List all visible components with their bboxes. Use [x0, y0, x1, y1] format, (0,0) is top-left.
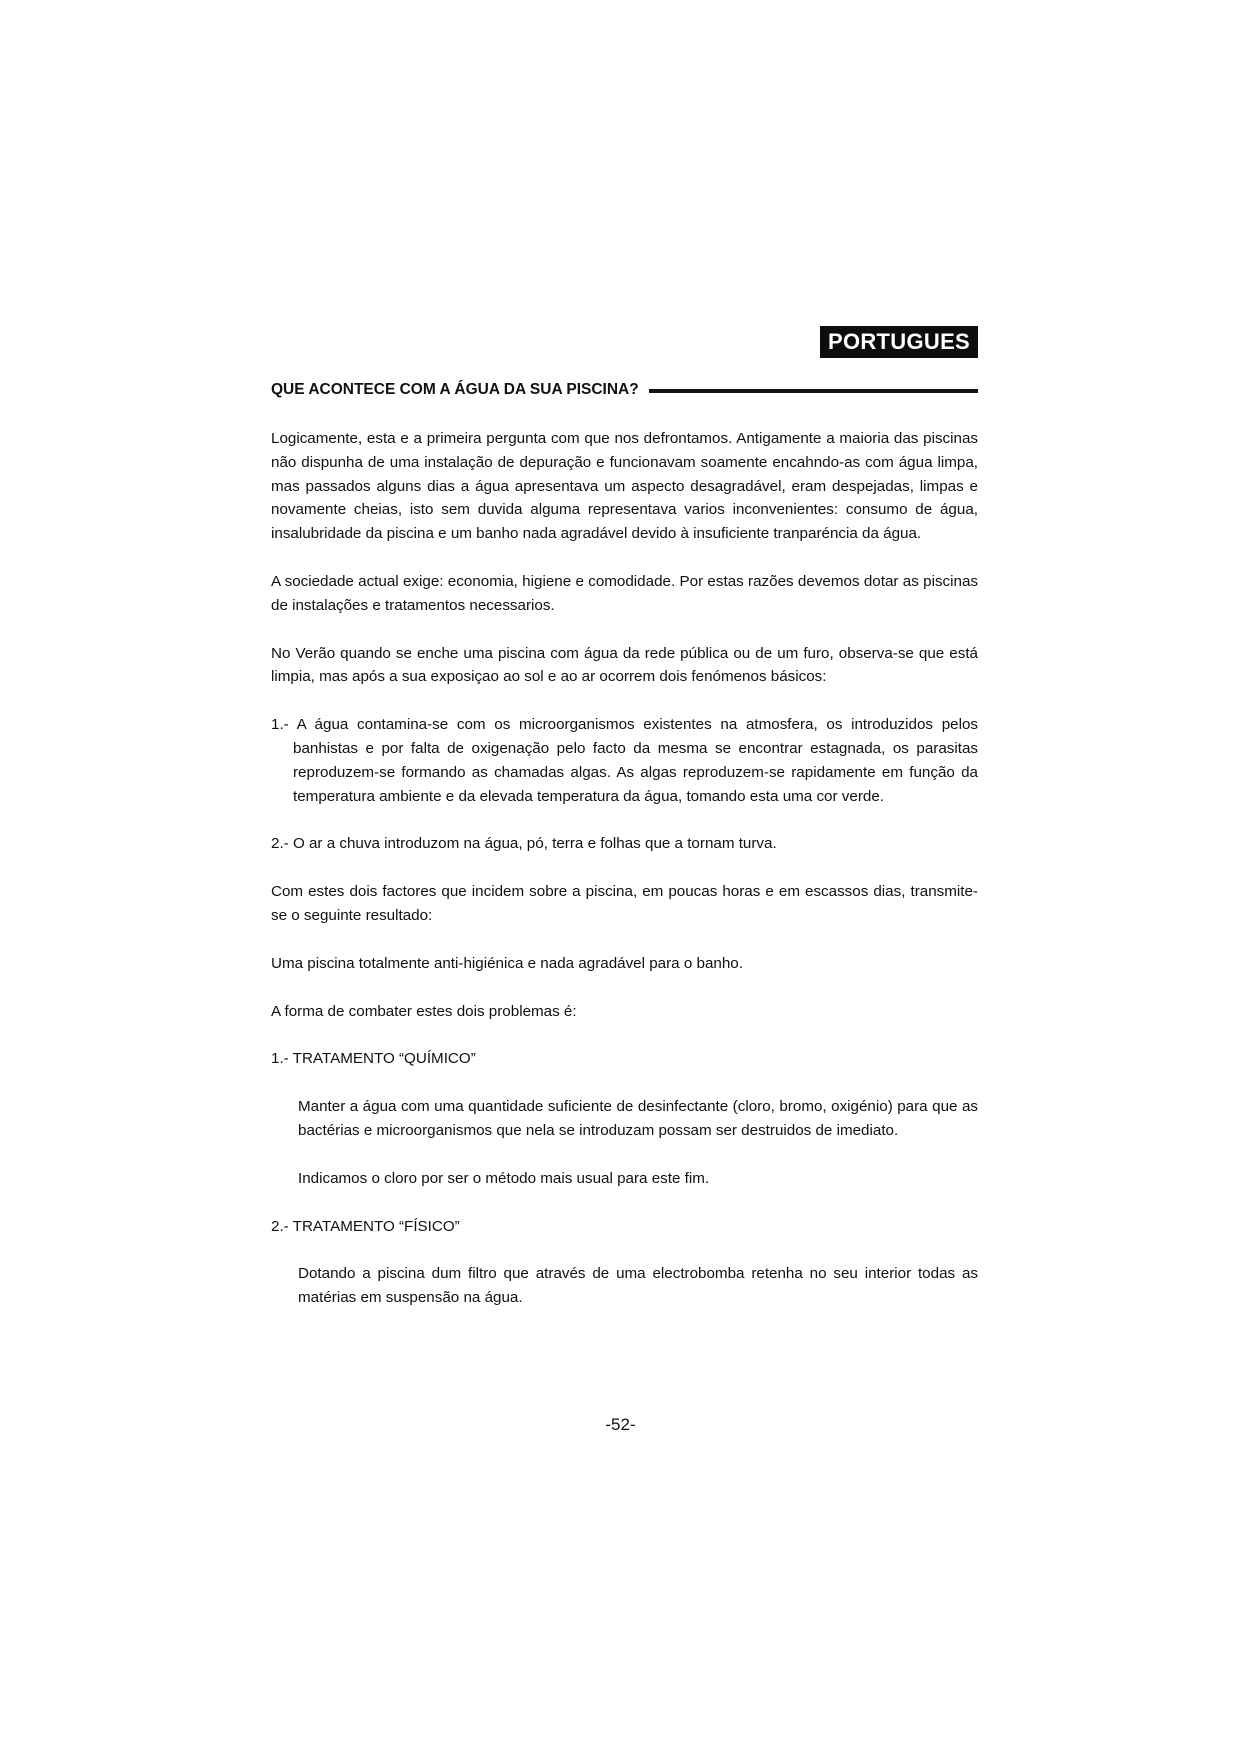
paragraph-result: Uma piscina totalmente anti-higiénica e nada agradável para o banho. — [271, 954, 743, 972]
document-body — [271, 427, 978, 1334]
treatment-physical-text: Dotando a piscina dum filtro que através de uma electrobomba retenha no seu interior todas as matérias em suspensão na água. — [298, 1265, 978, 1307]
paragraph-factors: Com estes dois factores que incidem sobre a piscina, em poucas horas e em escassos dias, transmite-se o seguinte resultado: — [271, 883, 978, 924]
list-item-turbidity: 2.- O ar a chuva introduzom na água, pó, terra e folhas que a tornam turva. — [271, 835, 777, 853]
treatment-chemical-note: Indicamos o cloro por ser o método mais usual para este fim. — [298, 1169, 710, 1187]
section-title: QUE ACONTECE COM A ÁGUA DA SUA PISCINA? — [271, 381, 639, 398]
page-number: -52- — [605, 1415, 636, 1434]
language-tag: PORTUGUES — [820, 326, 978, 358]
section-header — [271, 381, 978, 399]
treatment-physical-title: 2.- TRATAMENTO “FÍSICO” — [271, 1217, 460, 1235]
treatment-chemical-title: 1.- TRATAMENTO “QUÍMICO” — [271, 1050, 476, 1068]
paragraph-intro: Logicamente, esta e a primeira pergunta com que nos defrontamos. Antigamente a maioria das piscinas não dispunha de uma instalação de depuração e funcionavam soamente encahndo-as com água limpa, mas passados alguns dias a água apresentava um aspecto desagradável, eram despejadas, limpas e novamente cheias, isto sem duvida alguma representava varios inconvenientes: consumo de água, insalubridade da piscina e um banho nada agradável devido à insuficiente tranparéncia da água. — [271, 430, 978, 543]
paragraph-solution-intro: A forma de combater estes dois problemas é: — [271, 1002, 577, 1020]
title-rule — [649, 389, 978, 393]
treatment-chemical-text: Manter a água com uma quantidade suficiente de desinfectante (cloro, bromo, oxigénio) para que as bactérias e microorganismos que nela se introduzam possam ser destruidos de imediato. — [298, 1098, 978, 1139]
paragraph-summer: No Verão quando se enche uma piscina com água da rede pública ou de um furo, observa-se que está limpia, mas após a sua exposiçao ao sol e ao ar ocorrem dois fenómenos básicos: — [271, 644, 978, 686]
list-item-contamination: 1.- A água contamina-se com os microorganismos existentes na atmosfera, os introduzidos pelos banhistas e por falta de oxigenação pelo facto da mesma se encontrar estagnada, os parasitas reproduzem-se formando as chamadas algas. As algas reproduzem-se rapidamente em função da temperatura ambiente e da elevada temperatura da água, tomando esta uma cor verde. — [271, 716, 978, 805]
paragraph-society: A sociedade actual exige: economia, higiene e comodidade. Por estas razões devemos dotar as piscinas de instalações e tratamentos necessarios. — [271, 572, 978, 614]
